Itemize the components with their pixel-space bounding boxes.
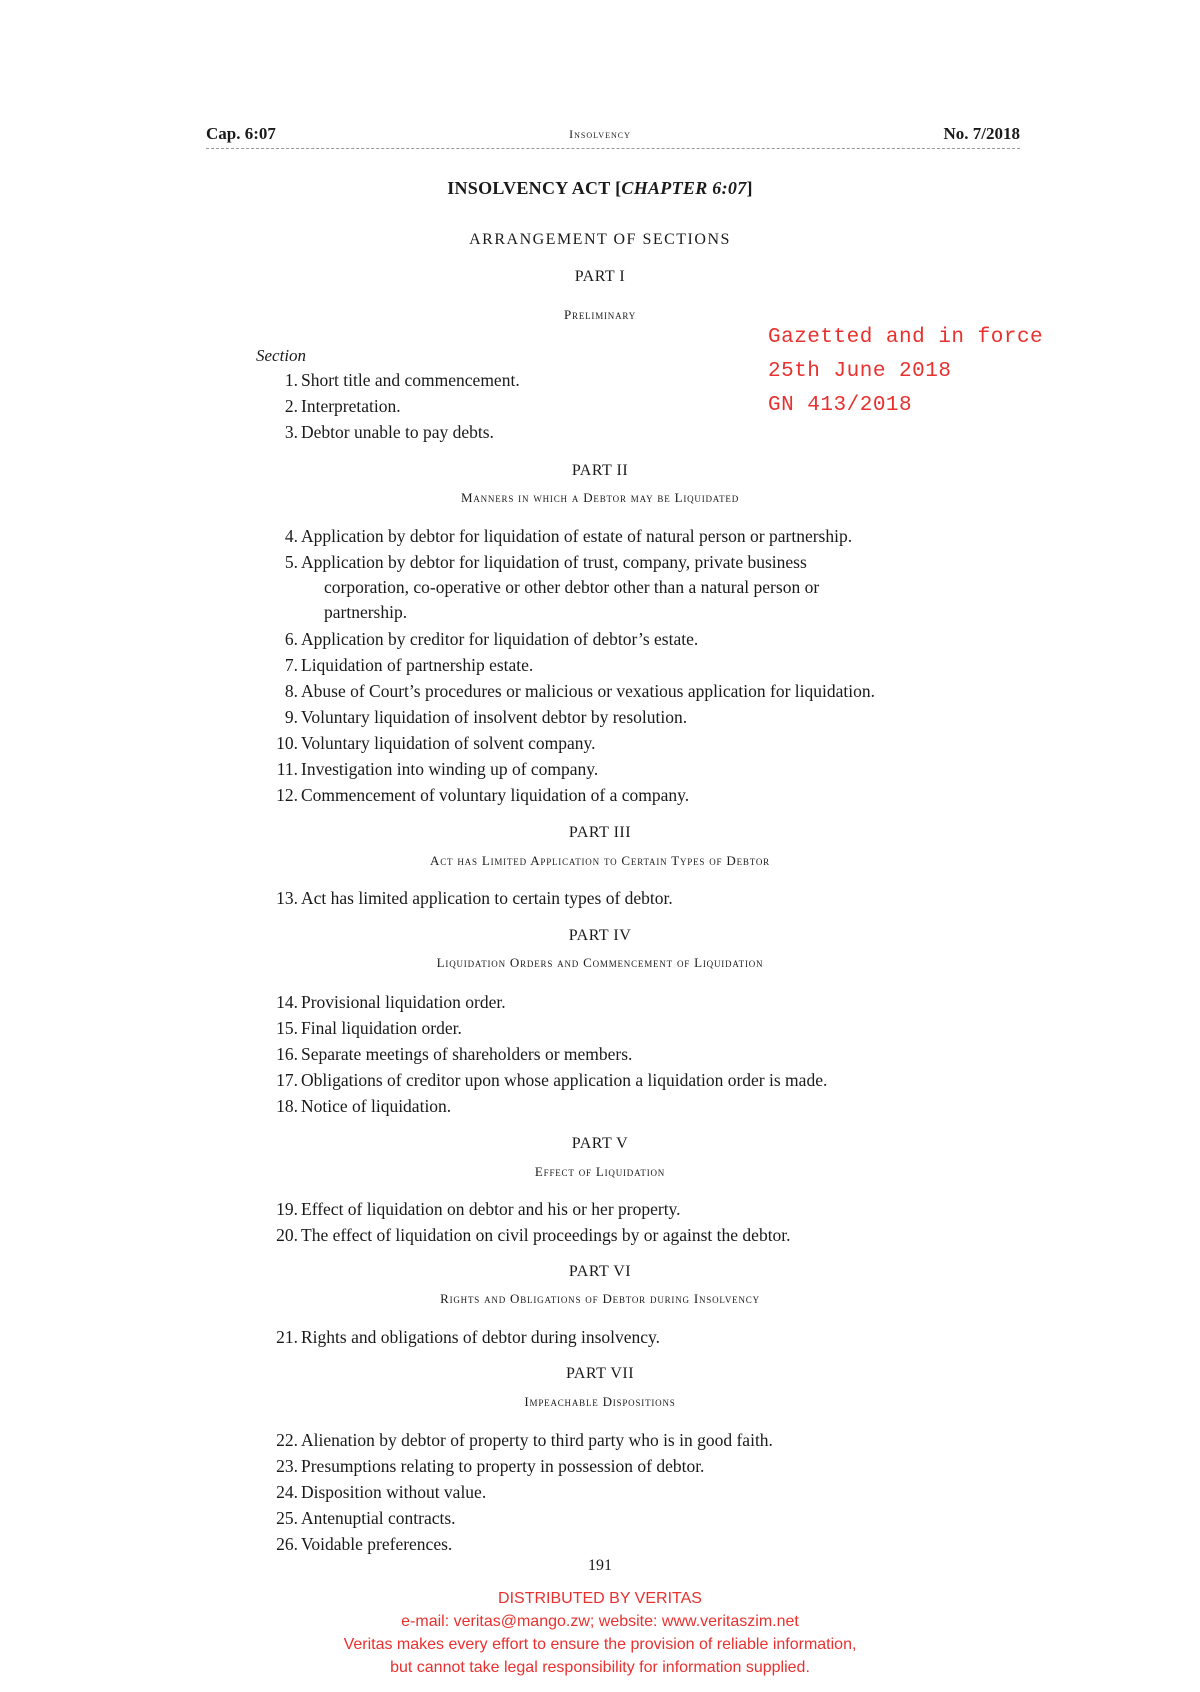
section-title: Voluntary liquidation of insolvent debtor by resolution. [301, 707, 688, 727]
part-heading: PART VII [565, 1365, 635, 1382]
section-item[interactable] [258, 679, 998, 704]
header-rule [206, 148, 1020, 149]
section-item[interactable] [258, 1506, 998, 1531]
section-title: Presumptions relating to property in possession of debtor. [301, 1456, 705, 1476]
section-title: Provisional liquidation order. [301, 992, 506, 1012]
part-heading: PART IV [568, 927, 632, 944]
section-title: Application by debtor for liquidation of trust, company, private business [301, 552, 807, 572]
section-item[interactable] [258, 705, 998, 730]
section-number: 19. [276, 1199, 298, 1219]
section-item[interactable] [258, 1480, 998, 1505]
section-item[interactable] [258, 886, 998, 911]
section-title: Notice of liquidation. [301, 1096, 452, 1116]
section-item[interactable] [258, 1325, 998, 1350]
section-item[interactable] [258, 783, 998, 808]
section-item[interactable] [258, 757, 998, 782]
section-number: 18. [276, 1096, 298, 1116]
part-subtitle: Rights and Obligations of Debtor during Insolvency [440, 1291, 760, 1306]
section-number: 4. [284, 526, 298, 546]
section-item[interactable] [258, 1068, 998, 1093]
footer-distributor: DISTRIBUTED BY VERITAS [498, 1590, 702, 1607]
gazette-stamp-line-2: 25th June 2018 [768, 360, 952, 383]
section-title: Antenuptial contracts. [301, 1508, 456, 1528]
section-number: 5. [284, 552, 298, 572]
section-number: 14. [276, 992, 298, 1012]
section-number: 6. [284, 629, 298, 649]
section-item[interactable] [258, 368, 998, 393]
act-title-chapter: CHAPTER 6:07 [621, 178, 747, 198]
section-title: Disposition without value. [301, 1482, 487, 1502]
footer-contact: e-mail: veritas@mango.zw; website: www.veritaszim.net [401, 1613, 799, 1630]
section-number: 23. [276, 1456, 298, 1476]
section-number: 22. [276, 1430, 298, 1450]
section-item[interactable] [258, 1197, 998, 1222]
section-title-continued: corporation, co-operative or other debtor other than a natural person or [324, 577, 820, 597]
section-title: Application by debtor for liquidation of estate of natural person or partnership. [301, 526, 853, 546]
section-title: Interpretation. [301, 396, 401, 416]
section-title: Investigation into winding up of company. [301, 759, 599, 779]
section-title: Separate meetings of shareholders or members. [301, 1044, 633, 1064]
section-number: 13. [276, 888, 298, 908]
section-number: 21. [276, 1327, 298, 1347]
section-item[interactable] [258, 653, 998, 678]
section-item[interactable] [258, 1042, 998, 1067]
section-title: Final liquidation order. [301, 1018, 462, 1038]
footer-disclaimer-1: Veritas makes every effort to ensure the provision of reliable information, [343, 1636, 857, 1653]
section-title: Alienation by debtor of property to third party who is in good faith. [301, 1430, 773, 1450]
section-title: Short title and commencement. [301, 370, 520, 390]
act-title [0, 178, 1200, 199]
section-title: Voluntary liquidation of solvent company. [301, 733, 596, 753]
section-number: 9. [284, 707, 298, 727]
section-item[interactable] [258, 394, 998, 419]
section-number: 20. [276, 1225, 298, 1245]
section-title: The effect of liquidation on civil proceedings by or against the debtor. [301, 1225, 791, 1245]
section-item[interactable] [258, 1428, 998, 1453]
section-title: Abuse of Court’s procedures or malicious or vexatious application for liquidation. [301, 681, 875, 701]
section-title: Obligations of creditor upon whose application a liquidation order is made. [301, 1070, 828, 1090]
section-number: 1. [284, 370, 298, 390]
section-title: Commencement of voluntary liquidation of a company. [301, 785, 690, 805]
part-heading: PART I [574, 268, 626, 285]
part-heading: PART V [571, 1135, 629, 1152]
section-number: 8. [284, 681, 298, 701]
section-item[interactable] [258, 1094, 998, 1119]
section-number: 15. [276, 1018, 298, 1038]
section-title-continued: partnership. [324, 602, 408, 622]
section-number: 25. [276, 1508, 298, 1528]
part-subtitle: Act has Limited Application to Certain Types of Debtor [430, 853, 770, 868]
part-heading: PART II [571, 462, 629, 479]
part-subtitle: Preliminary [563, 307, 637, 322]
page-number: 191 [588, 1557, 612, 1574]
section-number: 2. [284, 396, 298, 416]
section-column-label: Section [256, 346, 307, 365]
section-number: 10. [276, 733, 298, 753]
section-number: 11. [276, 759, 298, 779]
section-item[interactable] [258, 1454, 998, 1479]
section-item[interactable] [258, 1532, 998, 1557]
part-heading: PART VI [568, 1263, 632, 1280]
section-number: 7. [284, 655, 298, 675]
gazette-stamp-line-1: Gazetted and in force [768, 326, 1044, 349]
act-title-close: ] [746, 178, 753, 198]
section-title: Act has limited application to certain types of debtor. [301, 888, 673, 908]
act-title-main: INSOLVENCY ACT [ [447, 178, 622, 198]
section-title: Voidable preferences. [301, 1534, 453, 1554]
section-item[interactable] [258, 550, 998, 625]
part-subtitle: Manners in which a Debtor may be Liquidated [460, 490, 740, 505]
gazette-stamp-line-3: GN 413/2018 [768, 394, 913, 417]
section-title: Debtor unable to pay debts. [301, 422, 494, 442]
section-number: 16. [276, 1044, 298, 1064]
section-title: Application by creditor for liquidation of debtor’s estate. [301, 629, 699, 649]
section-item[interactable] [258, 990, 998, 1015]
section-item[interactable] [258, 420, 998, 445]
section-number: 26. [276, 1534, 298, 1554]
running-title: Insolvency [569, 127, 631, 141]
section-item[interactable] [258, 1016, 998, 1041]
part-heading: PART III [568, 824, 632, 841]
section-number: 12. [276, 785, 298, 805]
part-subtitle: Effect of Liquidation [534, 1164, 666, 1179]
section-title: Liquidation of partnership estate. [301, 655, 534, 675]
section-item[interactable] [258, 731, 998, 756]
section-item[interactable] [258, 524, 998, 549]
arrangement-heading: ARRANGEMENT OF SECTIONS [469, 231, 731, 248]
section-item[interactable] [258, 627, 998, 652]
section-number: 24. [276, 1482, 298, 1502]
section-item[interactable] [258, 1223, 998, 1248]
section-title: Rights and obligations of debtor during insolvency. [301, 1327, 661, 1347]
section-title: Effect of liquidation on debtor and his or her property. [301, 1199, 681, 1219]
chapter-reference: Cap. 6:07 [206, 124, 276, 143]
act-number: No. 7/2018 [943, 124, 1020, 143]
part-subtitle: Liquidation Orders and Commencement of Liquidation [436, 955, 764, 970]
section-number: 3. [284, 422, 298, 442]
section-number: 17. [276, 1070, 298, 1090]
footer-disclaimer-2: but cannot take legal responsibility for information supplied. [390, 1659, 810, 1676]
part-subtitle: Impeachable Dispositions [524, 1394, 676, 1409]
